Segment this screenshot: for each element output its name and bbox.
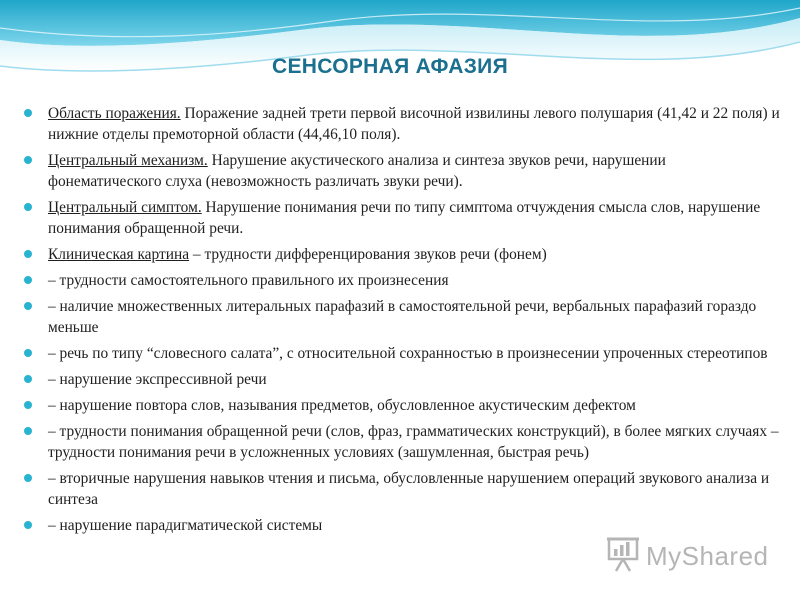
item-text: – нарушение парадигматической системы xyxy=(48,517,323,534)
bullet-icon xyxy=(24,203,32,211)
bullet-icon xyxy=(24,521,32,529)
presentation-board-icon xyxy=(606,535,640,573)
item-heading: Центральный механизм. xyxy=(48,152,208,169)
list-item xyxy=(22,197,782,239)
item-text: Нарушение акустического анализа и синтеза звуков речи, нарушении фонематического слуха (невозможность различать звуки речи). xyxy=(48,152,666,190)
item-heading: Клиническая картина xyxy=(48,246,190,263)
list-item xyxy=(22,468,782,510)
item-text: – трудности дифференцирования звуков речи (фонем) xyxy=(189,246,547,263)
list-item xyxy=(22,244,782,265)
bullet-icon xyxy=(24,401,32,409)
list-item xyxy=(22,395,782,416)
list-item xyxy=(22,369,782,390)
bullet-icon xyxy=(24,375,32,383)
item-text: Поражение задней трети первой височной извилины левого полушария (41,42 и 22 поля) и нижние отделы премоторной области (44,46,10 поля). xyxy=(48,105,780,143)
list-item xyxy=(22,421,782,463)
list-item xyxy=(22,296,782,338)
item-text: – нарушение экспрессивной речи xyxy=(48,371,267,388)
bullet-icon xyxy=(24,474,32,482)
list-item xyxy=(22,103,782,145)
list-item xyxy=(22,150,782,192)
item-text: – трудности понимания обращенной речи (слов, фраз, грамматических конструкций), в более мягких случаях – трудности понимания речи в усложненных условиях (зашумленная, быстрая речь) xyxy=(48,423,779,461)
item-text: – наличие множественных литеральных парафазий в самостоятельной речи, вербальных парафазий гораздо меньше xyxy=(48,298,757,336)
bullet-icon xyxy=(24,156,32,164)
bullet-icon xyxy=(24,109,32,117)
list-item xyxy=(22,343,782,364)
bullet-icon xyxy=(24,250,32,258)
bullet-icon xyxy=(24,427,32,435)
watermark-logo xyxy=(606,533,776,577)
item-heading: Область поражения. xyxy=(48,105,181,122)
bullet-icon xyxy=(24,302,32,310)
bullet-icon xyxy=(24,276,32,284)
item-heading: Центральный симптом. xyxy=(48,199,202,216)
bullet-list xyxy=(22,103,782,541)
bullet-icon xyxy=(24,349,32,357)
slide-title: СЕНСОРНАЯ АФАЗИЯ xyxy=(272,55,508,78)
item-text: – нарушение повтора слов, называния предметов, обусловленное акустическим дефектом xyxy=(48,397,636,414)
watermark-text: MyShared xyxy=(646,541,769,571)
item-text: – речь по типу “словесного салата”, с относительной сохранностью в произнесении упроченных стереотипов xyxy=(48,345,768,362)
item-text: – трудности самостоятельного правильного их произнесения xyxy=(48,272,449,289)
item-text: – вторичные нарушения навыков чтения и письма, обусловленные нарушением операций звукового анализа и синтеза xyxy=(48,470,770,508)
list-item xyxy=(22,270,782,291)
item-text: Нарушение понимания речи по типу симптома отчуждения смысла слов, нарушение понимания обращенной речи. xyxy=(48,199,761,237)
